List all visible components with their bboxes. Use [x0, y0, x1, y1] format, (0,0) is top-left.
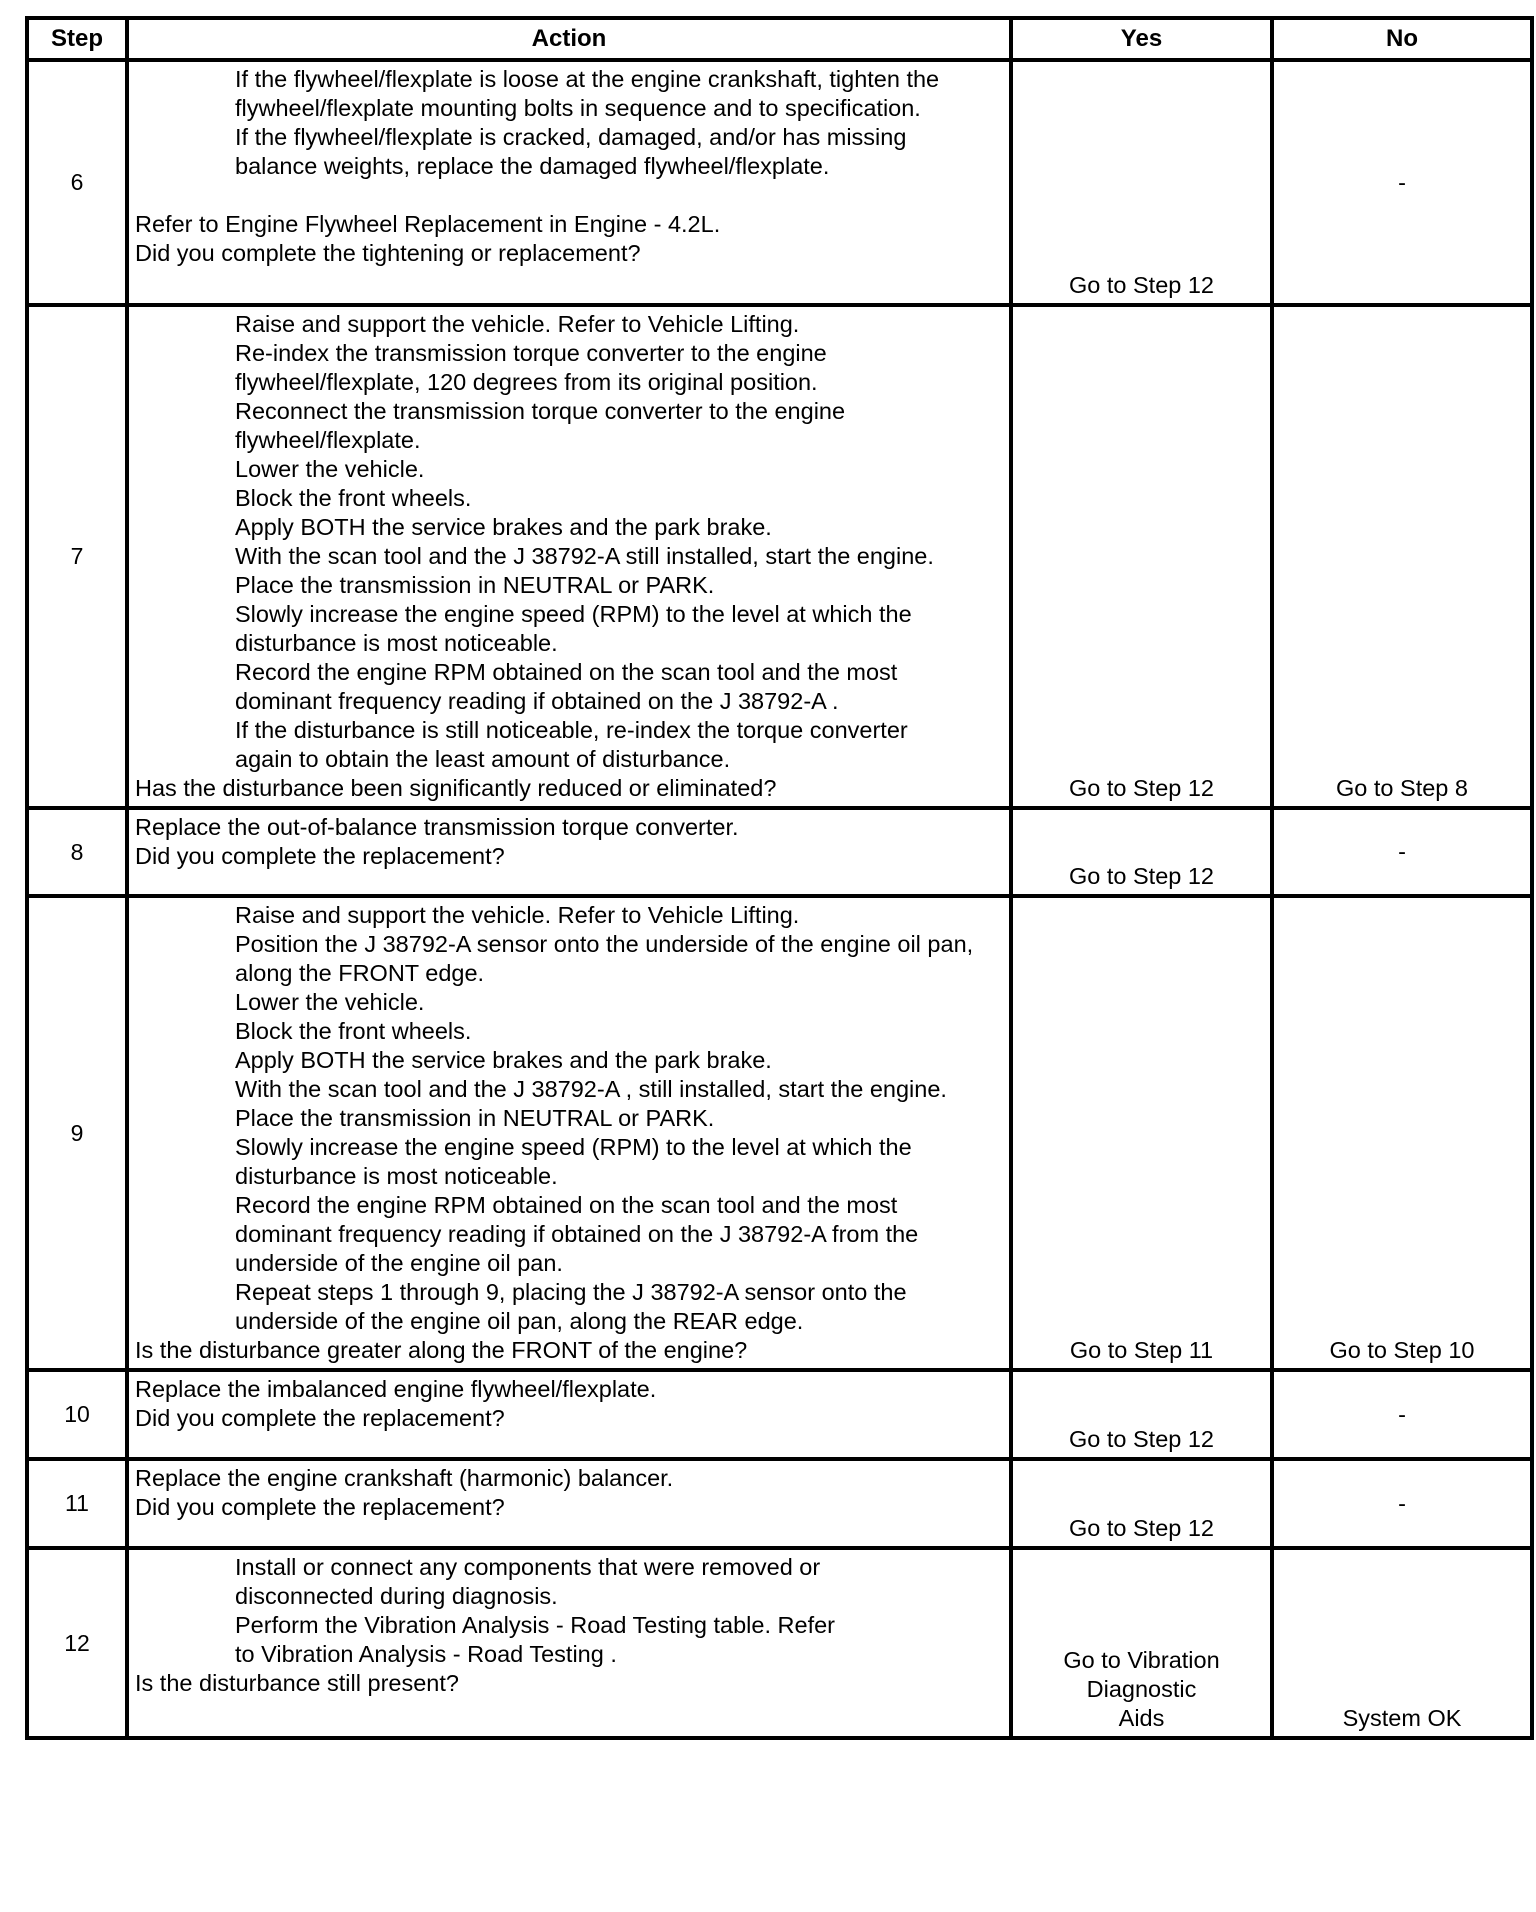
action-bullet: Install or connect any components that were removed or disconnected during diagnosis.: [235, 1554, 821, 1609]
action-question: Did you complete the tightening or replacement?: [135, 240, 641, 266]
action-cell: [127, 1548, 1011, 1738]
no-cell: [1272, 1548, 1532, 1738]
action-bullet: Position the J 38792-A sensor onto the underside of the engine oil pan, along the FRONT edge.: [235, 931, 974, 986]
action-bullet: Place the transmission in NEUTRAL or PARK.: [235, 1105, 715, 1131]
action-cell: [127, 60, 1011, 305]
action-bullet: If the flywheel/flexplate is cracked, damaged, and/or has missing balance weights, replace the damaged flywheel/flexplate.: [235, 124, 907, 179]
no-cell: [1272, 305, 1532, 808]
yes-cell: [1011, 808, 1272, 896]
action-bullet: Apply BOTH the service brakes and the park brake.: [235, 514, 772, 540]
yes-cell: [1011, 896, 1272, 1370]
action-bullet: Lower the vehicle.: [235, 456, 425, 482]
no-result: -: [1398, 169, 1406, 195]
action-bullet: Block the front wheels.: [235, 1018, 472, 1044]
yes-cell: [1011, 305, 1272, 808]
action-question: Did you complete the replacement?: [135, 843, 505, 869]
no-cell: [1272, 1370, 1532, 1459]
action-bullet: Raise and support the vehicle. Refer to Vehicle Lifting.: [235, 902, 800, 928]
action-bullet: If the flywheel/flexplate is loose at the engine crankshaft, tighten the flywheel/flexplate mounting bolts in sequence and to specification.: [235, 66, 940, 121]
yes-result: Go to Vibration Diagnostic Aids: [1063, 1647, 1220, 1731]
step-number: 12: [27, 1548, 127, 1738]
yes-result: Go to Step 12: [1068, 775, 1215, 801]
action-question: Has the disturbance been significantly reduced or eliminated?: [135, 775, 777, 801]
yes-cell: [1011, 60, 1272, 305]
action-cell: [127, 1459, 1011, 1548]
header-no: No: [1272, 18, 1532, 60]
action-cell: [127, 1370, 1011, 1459]
no-result: Go to Step 8: [1336, 775, 1468, 801]
table-row-step-11: [27, 1459, 1532, 1548]
action-note: Refer to Engine Flywheel Replacement in Engine - 4.2L.: [135, 211, 721, 237]
yes-result: Go to Step 12: [1068, 272, 1215, 298]
header-action: Action: [127, 18, 1011, 60]
step-number: 10: [27, 1370, 127, 1459]
action-bullet: Record the engine RPM obtained on the scan tool and the most dominant frequency reading if obtained on the J 38792-A from the underside of the engine oil pan.: [235, 1192, 919, 1276]
header-row: [27, 18, 1532, 60]
action-bullet: Reconnect the transmission torque converter to the engine flywheel/flexplate.: [235, 398, 846, 453]
action-question: Is the disturbance still present?: [135, 1670, 459, 1696]
step-number: 6: [27, 60, 127, 305]
action-bullet: Slowly increase the engine speed (RPM) to the level at which the disturbance is most noticeable.: [235, 601, 912, 656]
no-result: System OK: [1342, 1705, 1462, 1731]
action-bullet: With the scan tool and the J 38792-A still installed, start the engine.: [235, 543, 934, 569]
header-yes: Yes: [1011, 18, 1272, 60]
action-bullet: Slowly increase the engine speed (RPM) to the level at which the disturbance is most noticeable.: [235, 1134, 912, 1189]
action-question: Did you complete the replacement?: [135, 1405, 505, 1431]
table-row-step-7: [27, 305, 1532, 808]
action-bullet: Place the transmission in NEUTRAL or PARK.: [235, 572, 715, 598]
table-row-step-12: [27, 1548, 1532, 1738]
action-bullet: If the disturbance is still noticeable, re-index the torque converter again to obtain the least amount of disturbance.: [235, 717, 908, 772]
step-number: 9: [27, 896, 127, 1370]
yes-result: Go to Step 11: [1069, 1337, 1214, 1363]
header-step: Step: [27, 18, 127, 60]
action-bullet: Record the engine RPM obtained on the scan tool and the most dominant frequency reading if obtained on the J 38792-A .: [235, 659, 898, 714]
yes-cell: [1011, 1548, 1272, 1738]
no-cell: [1272, 1459, 1532, 1548]
no-cell: [1272, 896, 1532, 1370]
action-bullet: Re-index the transmission torque converter to the engine flywheel/flexplate, 120 degrees from its original position.: [235, 340, 827, 395]
action-bullet: Repeat steps 1 through 9, placing the J 38792-A sensor onto the underside of the engine oil pan, along the REAR edge.: [235, 1279, 907, 1334]
no-result: Go to Step 10: [1329, 1337, 1475, 1363]
action-bullet: Block the front wheels.: [235, 485, 472, 511]
action-question: Did you complete the replacement?: [135, 1494, 505, 1520]
action-question: Is the disturbance greater along the FRONT of the engine?: [135, 1337, 748, 1363]
step-number: 7: [27, 305, 127, 808]
action-bullet: Raise and support the vehicle. Refer to Vehicle Lifting.: [235, 311, 800, 337]
action-text: Replace the engine crankshaft (harmonic) balancer.: [135, 1465, 674, 1491]
step-number: 11: [27, 1459, 127, 1548]
yes-result: Go to Step 12: [1068, 1515, 1215, 1541]
action-bullet: With the scan tool and the J 38792-A , still installed, start the engine.: [235, 1076, 947, 1102]
no-result: -: [1398, 1490, 1406, 1516]
no-result: -: [1398, 838, 1406, 865]
action-cell: [127, 305, 1011, 808]
table-row-step-9: [27, 896, 1532, 1370]
action-cell: [127, 896, 1011, 1370]
action-cell: [127, 808, 1011, 896]
yes-result: Go to Step 12: [1068, 863, 1215, 889]
step-number: 8: [27, 808, 127, 896]
no-cell: [1272, 808, 1532, 896]
table-row-step-8: [27, 808, 1532, 896]
no-cell: [1272, 60, 1532, 305]
action-bullet: Lower the vehicle.: [235, 989, 425, 1015]
table-row-step-6: [27, 60, 1532, 305]
table-row-step-10: [27, 1370, 1532, 1459]
diagnostic-table: [25, 16, 1534, 1740]
action-text: Replace the out-of-balance transmission torque converter.: [135, 814, 739, 840]
no-result: -: [1398, 1401, 1406, 1427]
yes-result: Go to Step 12: [1068, 1426, 1215, 1452]
action-text: Replace the imbalanced engine flywheel/flexplate.: [135, 1376, 657, 1402]
yes-cell: [1011, 1370, 1272, 1459]
yes-cell: [1011, 1459, 1272, 1548]
action-bullet: Apply BOTH the service brakes and the park brake.: [235, 1047, 772, 1073]
action-bullet: Perform the Vibration Analysis - Road Testing table. Refer to Vibration Analysis - Road Testing .: [235, 1612, 835, 1667]
